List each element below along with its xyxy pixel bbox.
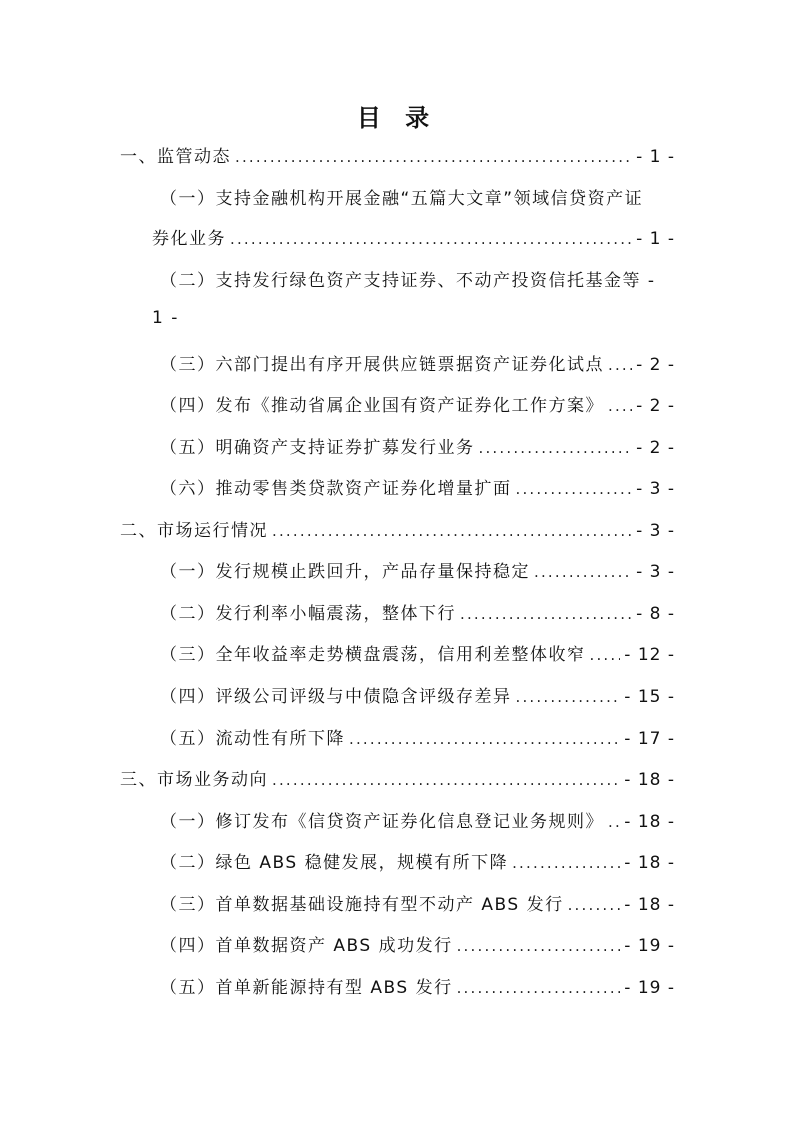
toc-leader-dots <box>516 688 621 706</box>
toc-page-number: - 3 - <box>636 479 675 499</box>
toc-item-1-2-line1[interactable]: （二）支持发行绿色资产支持证券、不动产投资信托基金等 - <box>160 271 656 291</box>
toc-leader-dots <box>608 813 620 831</box>
toc-item-label: （五）明确资产支持证券扩募发行业务 <box>160 438 475 458</box>
toc-item-3-1[interactable] <box>160 807 675 835</box>
toc-item-3-3[interactable] <box>160 890 675 918</box>
toc-item-label: （六）推动零售类贷款资产证券化增量扩面 <box>160 479 512 499</box>
toc-leader-dots <box>516 480 633 498</box>
toc-item-2-5[interactable] <box>160 724 675 752</box>
toc-leader-dots <box>272 522 632 540</box>
toc-page-number: - 3 - <box>636 562 675 582</box>
toc-page-number: - 1 - <box>636 229 675 249</box>
toc-item-label: （三）首单数据基础设施持有型不动产 ABS 发行 <box>160 895 564 915</box>
toc-item-label: （四）首单数据资产 ABS 成功发行 <box>160 936 453 956</box>
toc-leader-dots <box>479 439 633 457</box>
toc-leader-dots <box>349 730 620 748</box>
toc-page-number: - 18 - <box>624 812 675 832</box>
toc-item-2-3[interactable] <box>160 640 675 668</box>
toc-page-number: - 12 - <box>624 645 675 665</box>
toc-section-2[interactable] <box>120 516 675 544</box>
toc-page-number: - 15 - <box>624 687 675 707</box>
toc-item-1-1-line1[interactable]: （一）支持金融机构开展金融“五篇大文章”领域信贷资产证 <box>160 189 644 209</box>
toc-item-label: 券化业务 <box>152 229 226 249</box>
toc-item-3-4[interactable] <box>160 931 675 959</box>
toc-page-number: - 2 - <box>636 355 675 375</box>
toc-page-number: - 19 - <box>624 936 675 956</box>
toc-item-label: （四）发布《推动省属企业国有资产证券化工作方案》 <box>160 396 604 416</box>
toc-page-number: - 2 - <box>636 438 675 458</box>
toc-leader-dots <box>568 896 621 914</box>
toc-section-label: 一、监管动态 <box>120 147 231 167</box>
toc-item-label: （一）修订发布《信贷资产证券化信息登记业务规则》 <box>160 812 604 832</box>
toc-item-1-5[interactable] <box>160 433 675 461</box>
toc-leader-dots <box>272 771 620 789</box>
toc-leader-dots <box>590 646 621 664</box>
toc-page-number: - 18 - <box>624 895 675 915</box>
toc-item-3-5[interactable] <box>160 973 675 1001</box>
toc-page-number: - 18 - <box>624 770 675 790</box>
toc-leader-dots <box>512 854 620 872</box>
toc-page-number: - 1 - <box>636 147 675 167</box>
toc-page-number: - 19 - <box>624 978 675 998</box>
toc-section-1[interactable] <box>120 142 675 170</box>
toc-item-1-3[interactable] <box>160 350 675 378</box>
toc-item-1-1[interactable] <box>152 224 675 252</box>
toc-section-3[interactable] <box>120 765 675 793</box>
toc-leader-dots <box>534 563 632 581</box>
toc-item-2-1[interactable] <box>160 557 675 585</box>
toc-item-label: （二）绿色 ABS 稳健发展，规模有所下降 <box>160 853 509 873</box>
toc-page-number: - 8 - <box>636 604 675 624</box>
toc-leader-dots <box>457 937 621 955</box>
toc-item-3-2[interactable] <box>160 848 675 876</box>
toc-section-label: 二、市场运行情况 <box>120 521 268 541</box>
toc-item-label: （三）全年收益率走势横盘震荡，信用利差整体收窄 <box>160 645 586 665</box>
toc-section-label: 三、市场业务动向 <box>120 770 268 790</box>
toc-page-number: - 18 - <box>624 853 675 873</box>
toc-leader-dots <box>608 397 632 415</box>
toc-item-label: （五）流动性有所下降 <box>160 729 345 749</box>
toc-item-2-4[interactable] <box>160 682 675 710</box>
toc-item-2-2[interactable] <box>160 599 675 627</box>
toc-page-number: - 2 - <box>636 396 675 416</box>
toc-leader-dots <box>457 979 621 997</box>
toc-leader-dots <box>460 605 632 623</box>
toc-item-1-2-line2[interactable]: 1 - <box>152 308 179 328</box>
toc-item-label: （四）评级公司评级与中债隐含评级存差异 <box>160 687 512 707</box>
toc-item-label: （五）首单新能源持有型 ABS 发行 <box>160 978 453 998</box>
toc-leader-dots <box>230 230 632 248</box>
toc-item-label: （一）发行规模止跌回升，产品存量保持稳定 <box>160 562 530 582</box>
toc-leader-dots <box>235 148 632 166</box>
toc-page-number: - 3 - <box>636 521 675 541</box>
page-title: 目 录 <box>356 103 438 132</box>
toc-item-label: （二）发行利率小幅震荡，整体下行 <box>160 604 456 624</box>
toc-item-1-6[interactable] <box>160 474 675 502</box>
toc-item-1-4[interactable] <box>160 391 675 419</box>
toc-item-label: （三）六部门提出有序开展供应链票据资产证券化试点 <box>160 355 604 375</box>
toc-page-number: - 17 - <box>624 729 675 749</box>
toc-leader-dots <box>608 356 632 374</box>
